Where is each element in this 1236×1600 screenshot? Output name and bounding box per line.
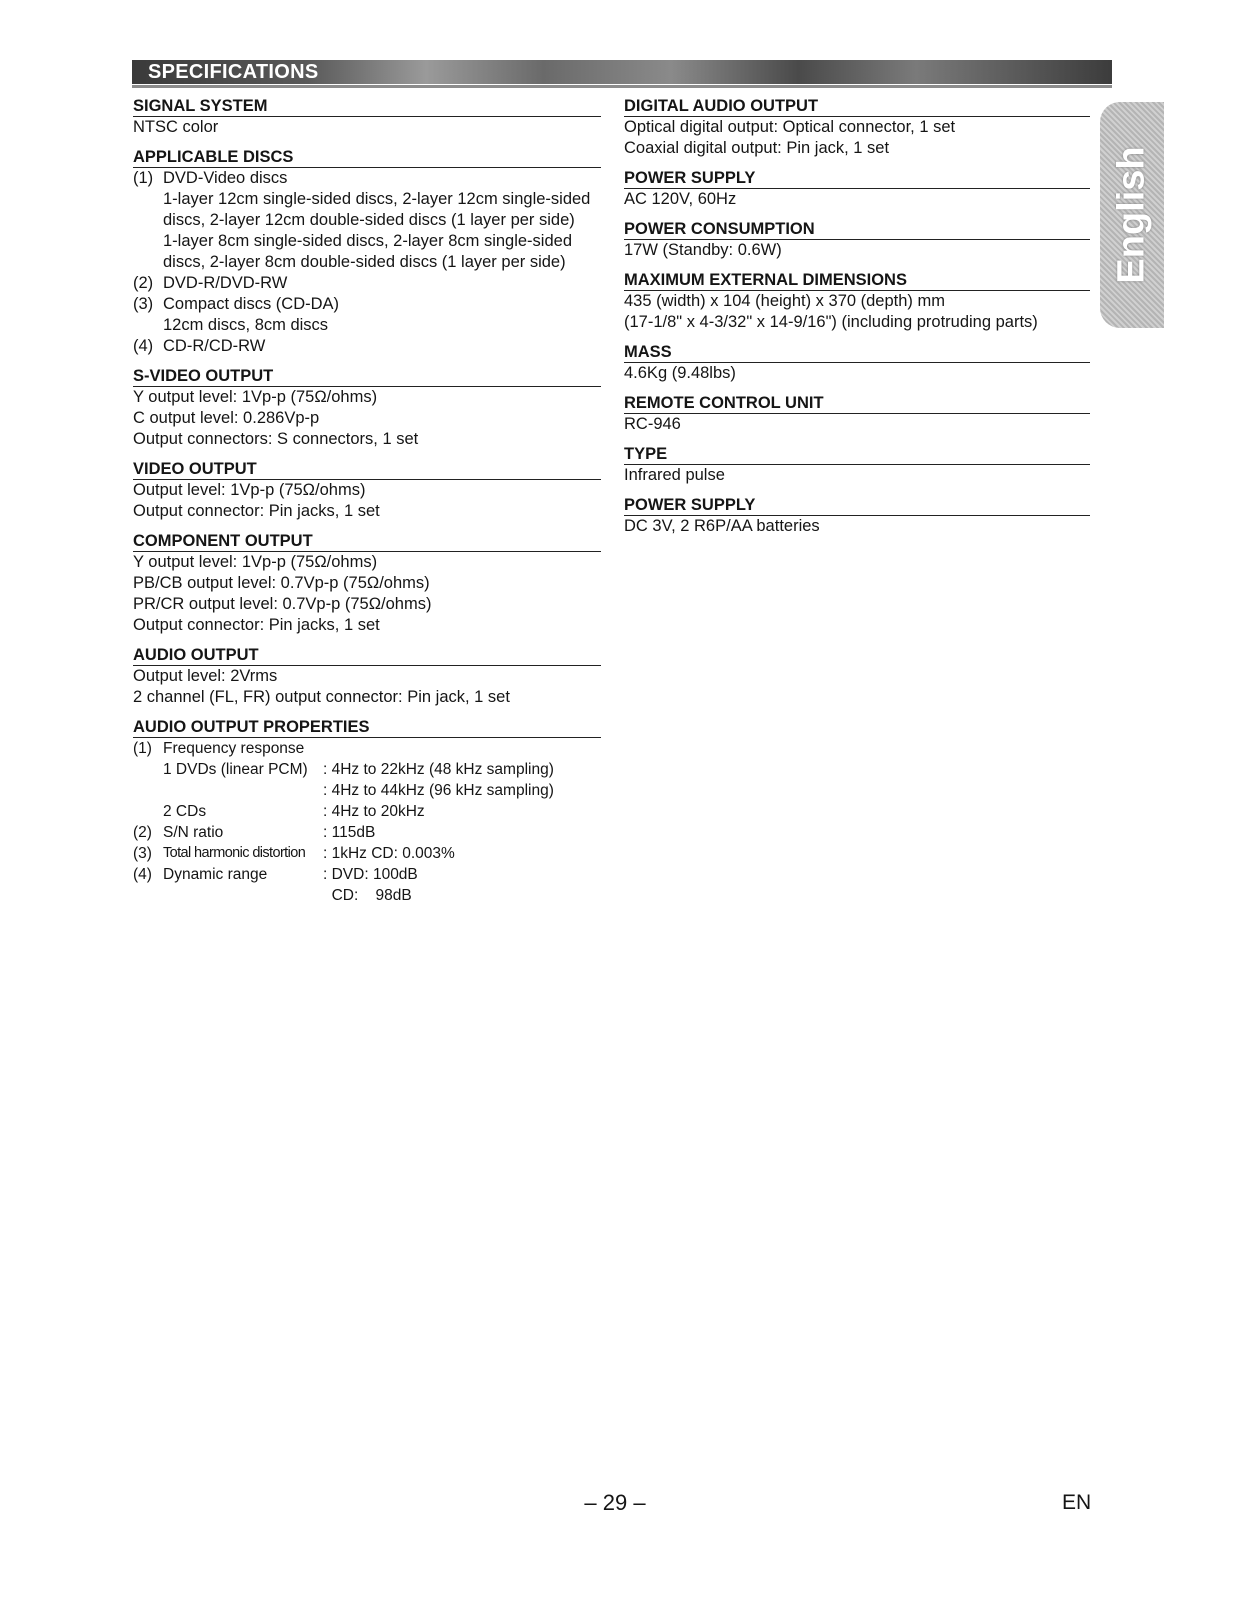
- page-number: – 29 –: [584, 1490, 646, 1515]
- property-value: : 115dB: [323, 824, 376, 841]
- item-number: (1): [133, 169, 154, 187]
- list-item: [133, 336, 601, 357]
- spec-value: RC-946: [624, 415, 681, 433]
- property-label: Frequency response: [163, 740, 305, 757]
- spec-line: PR/CR output level: 0.7Vp-p (75Ω/ohms): [133, 595, 432, 613]
- section-heading: POWER SUPPLY: [624, 495, 1090, 516]
- s-video-output-section: [133, 366, 601, 450]
- item-text: discs, 2-layer 8cm double-sided discs (1 layer per side): [163, 253, 566, 271]
- language-side-tab: [1100, 102, 1164, 328]
- section-heading: POWER CONSUMPTION: [624, 219, 1090, 240]
- section-heading: REMOTE CONTROL UNIT: [624, 393, 1090, 414]
- section-heading: POWER SUPPLY: [624, 168, 1090, 189]
- spec-value: DC 3V, 2 R6P/AA batteries: [624, 517, 820, 535]
- property-value: : 4Hz to 20kHz: [323, 803, 425, 820]
- spec-value: 4.6Kg (9.48lbs): [624, 364, 736, 382]
- digital-audio-output-section: [624, 96, 1090, 159]
- spec-value: Infrared pulse: [624, 466, 725, 484]
- item-text: discs, 2-layer 12cm double-sided discs (1 layer per side): [163, 211, 575, 229]
- item-number: [133, 252, 163, 273]
- property-label: 2 CDs: [163, 803, 207, 820]
- left-column: [133, 96, 601, 915]
- banner-title: SPECIFICATIONS: [148, 61, 319, 83]
- list-item: [133, 231, 601, 252]
- section-heading: COMPONENT OUTPUT: [133, 531, 601, 552]
- property-label: Dynamic range: [163, 866, 268, 883]
- item-number: [133, 231, 163, 252]
- property-label: 1 DVDs (linear PCM): [163, 761, 308, 778]
- remote-power-supply-section: [624, 495, 1090, 537]
- language-code: EN: [1062, 1491, 1092, 1514]
- property-row: [133, 822, 601, 843]
- audio-output-section: [133, 645, 601, 708]
- section-banner: [132, 60, 1112, 84]
- item-number: (4): [133, 337, 154, 355]
- max-dimensions-section: [624, 270, 1090, 333]
- section-heading: MASS: [624, 342, 1090, 363]
- component-output-section: [133, 531, 601, 636]
- right-column: [624, 96, 1090, 546]
- audio-output-properties-section: [133, 717, 601, 906]
- section-heading: AUDIO OUTPUT: [133, 645, 601, 666]
- item-text: CD-R/CD-RW: [163, 337, 266, 355]
- spec-value: AC 120V, 60Hz: [624, 190, 737, 208]
- section-heading: APPLICABLE DISCS: [133, 147, 601, 168]
- spec-line: 435 (width) x 104 (height) x 370 (depth) mm: [624, 292, 945, 310]
- item-number: (1): [133, 740, 152, 757]
- section-heading: MAXIMUM EXTERNAL DIMENSIONS: [624, 270, 1090, 291]
- property-label: S/N ratio: [163, 824, 224, 841]
- property-row: [133, 843, 601, 864]
- item-text: 12cm discs, 8cm discs: [163, 316, 329, 334]
- property-value: : DVD: 100dB: [323, 866, 418, 883]
- spec-line: Output connectors: S connectors, 1 set: [133, 430, 419, 448]
- property-row: [133, 738, 601, 759]
- spec-line: (17-1/8" x 4-3/32" x 14-9/16") (including protruding parts): [624, 313, 1038, 331]
- item-text: 1-layer 12cm single-sided discs, 2-layer 12cm single-sided: [163, 190, 591, 208]
- section-heading: SIGNAL SYSTEM: [133, 96, 601, 117]
- property-value: : 4Hz to 44kHz (96 kHz sampling): [323, 782, 554, 799]
- item-text: DVD-Video discs: [163, 169, 288, 187]
- item-number: [133, 210, 163, 231]
- section-heading: S-VIDEO OUTPUT: [133, 366, 601, 387]
- item-number: [133, 189, 163, 210]
- property-row: [133, 864, 601, 885]
- item-text: Compact discs (CD-DA): [163, 295, 340, 313]
- spec-line: Coaxial digital output: Pin jack, 1 set: [624, 139, 890, 157]
- list-item: [133, 168, 601, 189]
- property-row: [133, 759, 601, 780]
- section-heading: DIGITAL AUDIO OUTPUT: [624, 96, 1090, 117]
- spec-line: Output level: 1Vp-p (75Ω/ohms): [133, 481, 366, 499]
- signal-system-section: [133, 96, 601, 138]
- spec-line: Output connector: Pin jacks, 1 set: [133, 502, 380, 520]
- list-item: [133, 315, 601, 336]
- spec-value: NTSC color: [133, 118, 219, 136]
- spec-value: 17W (Standby: 0.6W): [624, 241, 782, 259]
- item-number: (3): [133, 295, 154, 313]
- property-label: Total harmonic distortion: [163, 845, 306, 861]
- spec-line: Optical digital output: Optical connector, 1 set: [624, 118, 956, 136]
- item-number: (3): [133, 845, 152, 862]
- property-value: : 4Hz to 22kHz (48 kHz sampling): [323, 761, 554, 778]
- list-item: [133, 273, 601, 294]
- item-number: (2): [133, 824, 152, 841]
- property-value: : 1kHz CD: 0.003%: [323, 845, 455, 862]
- spec-line: 2 channel (FL, FR) output connector: Pin jack, 1 set: [133, 688, 510, 706]
- banner-rule: [132, 85, 1112, 88]
- item-text: DVD-R/DVD-RW: [163, 274, 288, 292]
- list-item: [133, 189, 601, 210]
- item-number: (2): [133, 274, 154, 292]
- property-row: [133, 801, 601, 822]
- applicable-discs-section: [133, 147, 601, 357]
- spec-line: Output level: 2Vrms: [133, 667, 278, 685]
- spec-line: Output connector: Pin jacks, 1 set: [133, 616, 380, 634]
- list-item: [133, 210, 601, 231]
- list-item: [133, 252, 601, 273]
- item-text: 1-layer 8cm single-sided discs, 2-layer 8cm single-sided: [163, 232, 572, 250]
- power-supply-section: [624, 168, 1090, 210]
- type-section: [624, 444, 1090, 486]
- spec-line: PB/CB output level: 0.7Vp-p (75Ω/ohms): [133, 574, 430, 592]
- property-row: [133, 780, 601, 801]
- property-value: CD: 98dB: [323, 887, 412, 904]
- mass-section: [624, 342, 1090, 384]
- spec-line: Y output level: 1Vp-p (75Ω/ohms): [133, 388, 378, 406]
- property-row: [133, 885, 601, 906]
- section-heading: VIDEO OUTPUT: [133, 459, 601, 480]
- spec-line: Y output level: 1Vp-p (75Ω/ohms): [133, 553, 378, 571]
- item-number: [133, 315, 163, 336]
- side-tab-label: English: [1110, 146, 1153, 284]
- power-consumption-section: [624, 219, 1090, 261]
- remote-control-section: [624, 393, 1090, 435]
- section-heading: TYPE: [624, 444, 1090, 465]
- spec-line: C output level: 0.286Vp-p: [133, 409, 320, 427]
- item-number: (4): [133, 866, 152, 883]
- section-heading: AUDIO OUTPUT PROPERTIES: [133, 717, 601, 738]
- list-item: [133, 294, 601, 315]
- video-output-section: [133, 459, 601, 522]
